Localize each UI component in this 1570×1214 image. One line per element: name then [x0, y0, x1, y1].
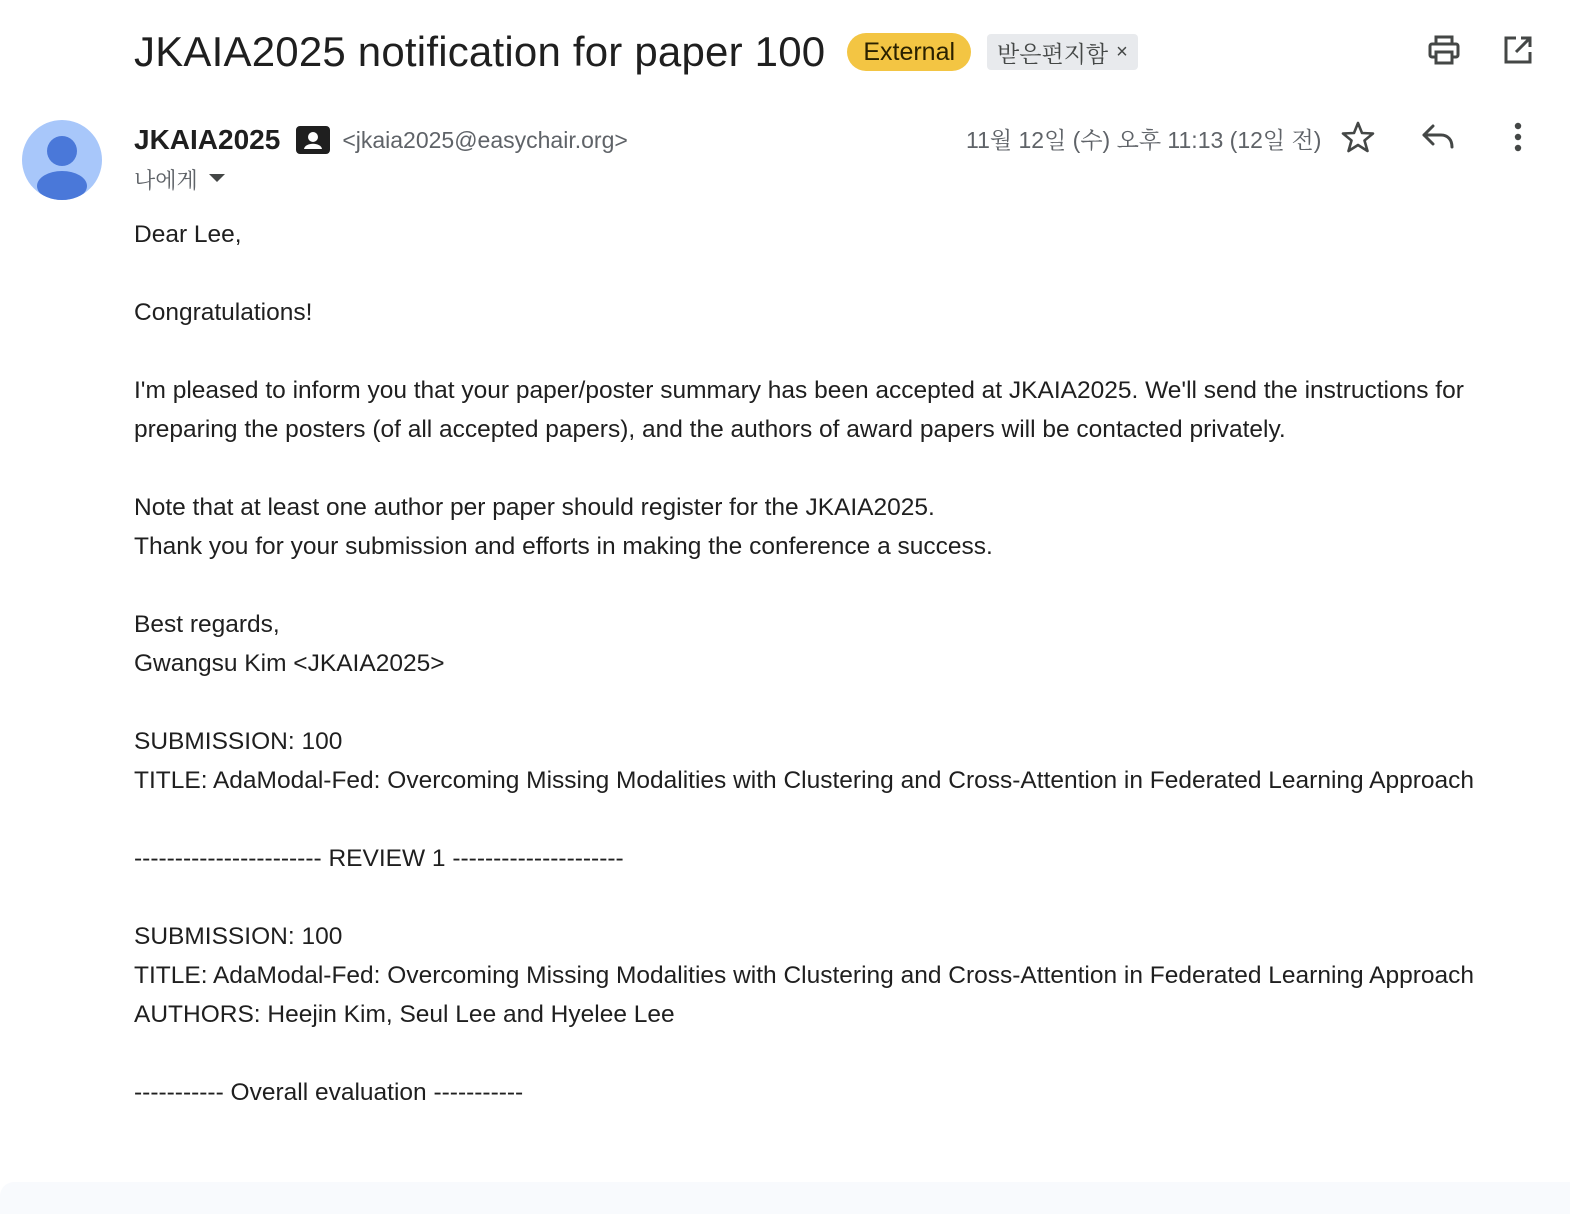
more-vertical-icon[interactable]: [1500, 119, 1536, 155]
person-avatar-icon[interactable]: [22, 120, 102, 200]
submission-number: SUBMISSION: 100: [134, 728, 343, 755]
acceptance-paragraph: I'm pleased to inform you that your paper/poster summary has been accepted at JKAIA2025. We'll send the instructions for preparing the posters (of all accepted papers), and the authors of award papers will be contacted privately.: [134, 377, 1464, 443]
star-icon[interactable]: [1340, 119, 1376, 155]
inbox-label-chip[interactable]: [987, 34, 1138, 70]
congratulations: Congratulations!: [134, 299, 313, 326]
chevron-down-icon[interactable]: [208, 170, 226, 188]
sender-email: <jkaia2025@easychair.org>: [342, 126, 628, 153]
print-icon[interactable]: [1426, 32, 1462, 68]
sender-name[interactable]: JKAIA2025: [134, 124, 281, 155]
email-date: 11월 12일 (수) 오후 11:13 (12일 전): [966, 127, 1322, 153]
review-authors: AUTHORS: Heejin Kim, Seul Lee and Hyelee Lee: [134, 1001, 675, 1028]
recipient-row[interactable]: [134, 162, 226, 196]
external-label-chip: External: [847, 33, 971, 71]
reply-icon[interactable]: [1420, 119, 1456, 155]
email-body: [134, 215, 1524, 1112]
thanks-note: Thank you for your submission and efforts in making the conference a success.: [134, 533, 993, 560]
recipient-label: 나에게: [134, 167, 198, 193]
remove-label-icon[interactable]: ×: [1116, 40, 1128, 63]
closing: Best regards,: [134, 611, 280, 638]
review-submission-number: SUBMISSION: 100: [134, 923, 343, 950]
inbox-label-text: 받은편지함: [997, 40, 1109, 67]
overall-evaluation-header: ----------- Overall evaluation -----------: [134, 1079, 524, 1106]
subject-row: [134, 24, 1138, 80]
review-submission-title: TITLE: AdaModal-Fed: Overcoming Missing Modalities with Clustering and Cross-Attention in Federated Learning Approach: [134, 962, 1474, 989]
greeting: Dear Lee,: [134, 221, 242, 248]
signature: Gwangsu Kim <JKAIA2025>: [134, 650, 445, 677]
sender-row: [134, 120, 628, 160]
email-subject: JKAIA2025 notification for paper 100: [134, 28, 826, 75]
submission-title: TITLE: AdaModal-Fed: Overcoming Missing Modalities with Clustering and Cross-Attention in Federated Learning Approach: [134, 767, 1474, 794]
contact-card-icon[interactable]: [296, 126, 330, 154]
bottom-strip: [0, 1182, 1570, 1214]
message-actions: [1340, 119, 1536, 155]
registration-note: Note that at least one author per paper should register for the JKAIA2025.: [134, 494, 935, 521]
open-in-new-window-icon[interactable]: [1500, 32, 1536, 68]
subject-actions: [1426, 32, 1536, 68]
review-header: ----------------------- REVIEW 1 ---------------------: [134, 845, 624, 872]
